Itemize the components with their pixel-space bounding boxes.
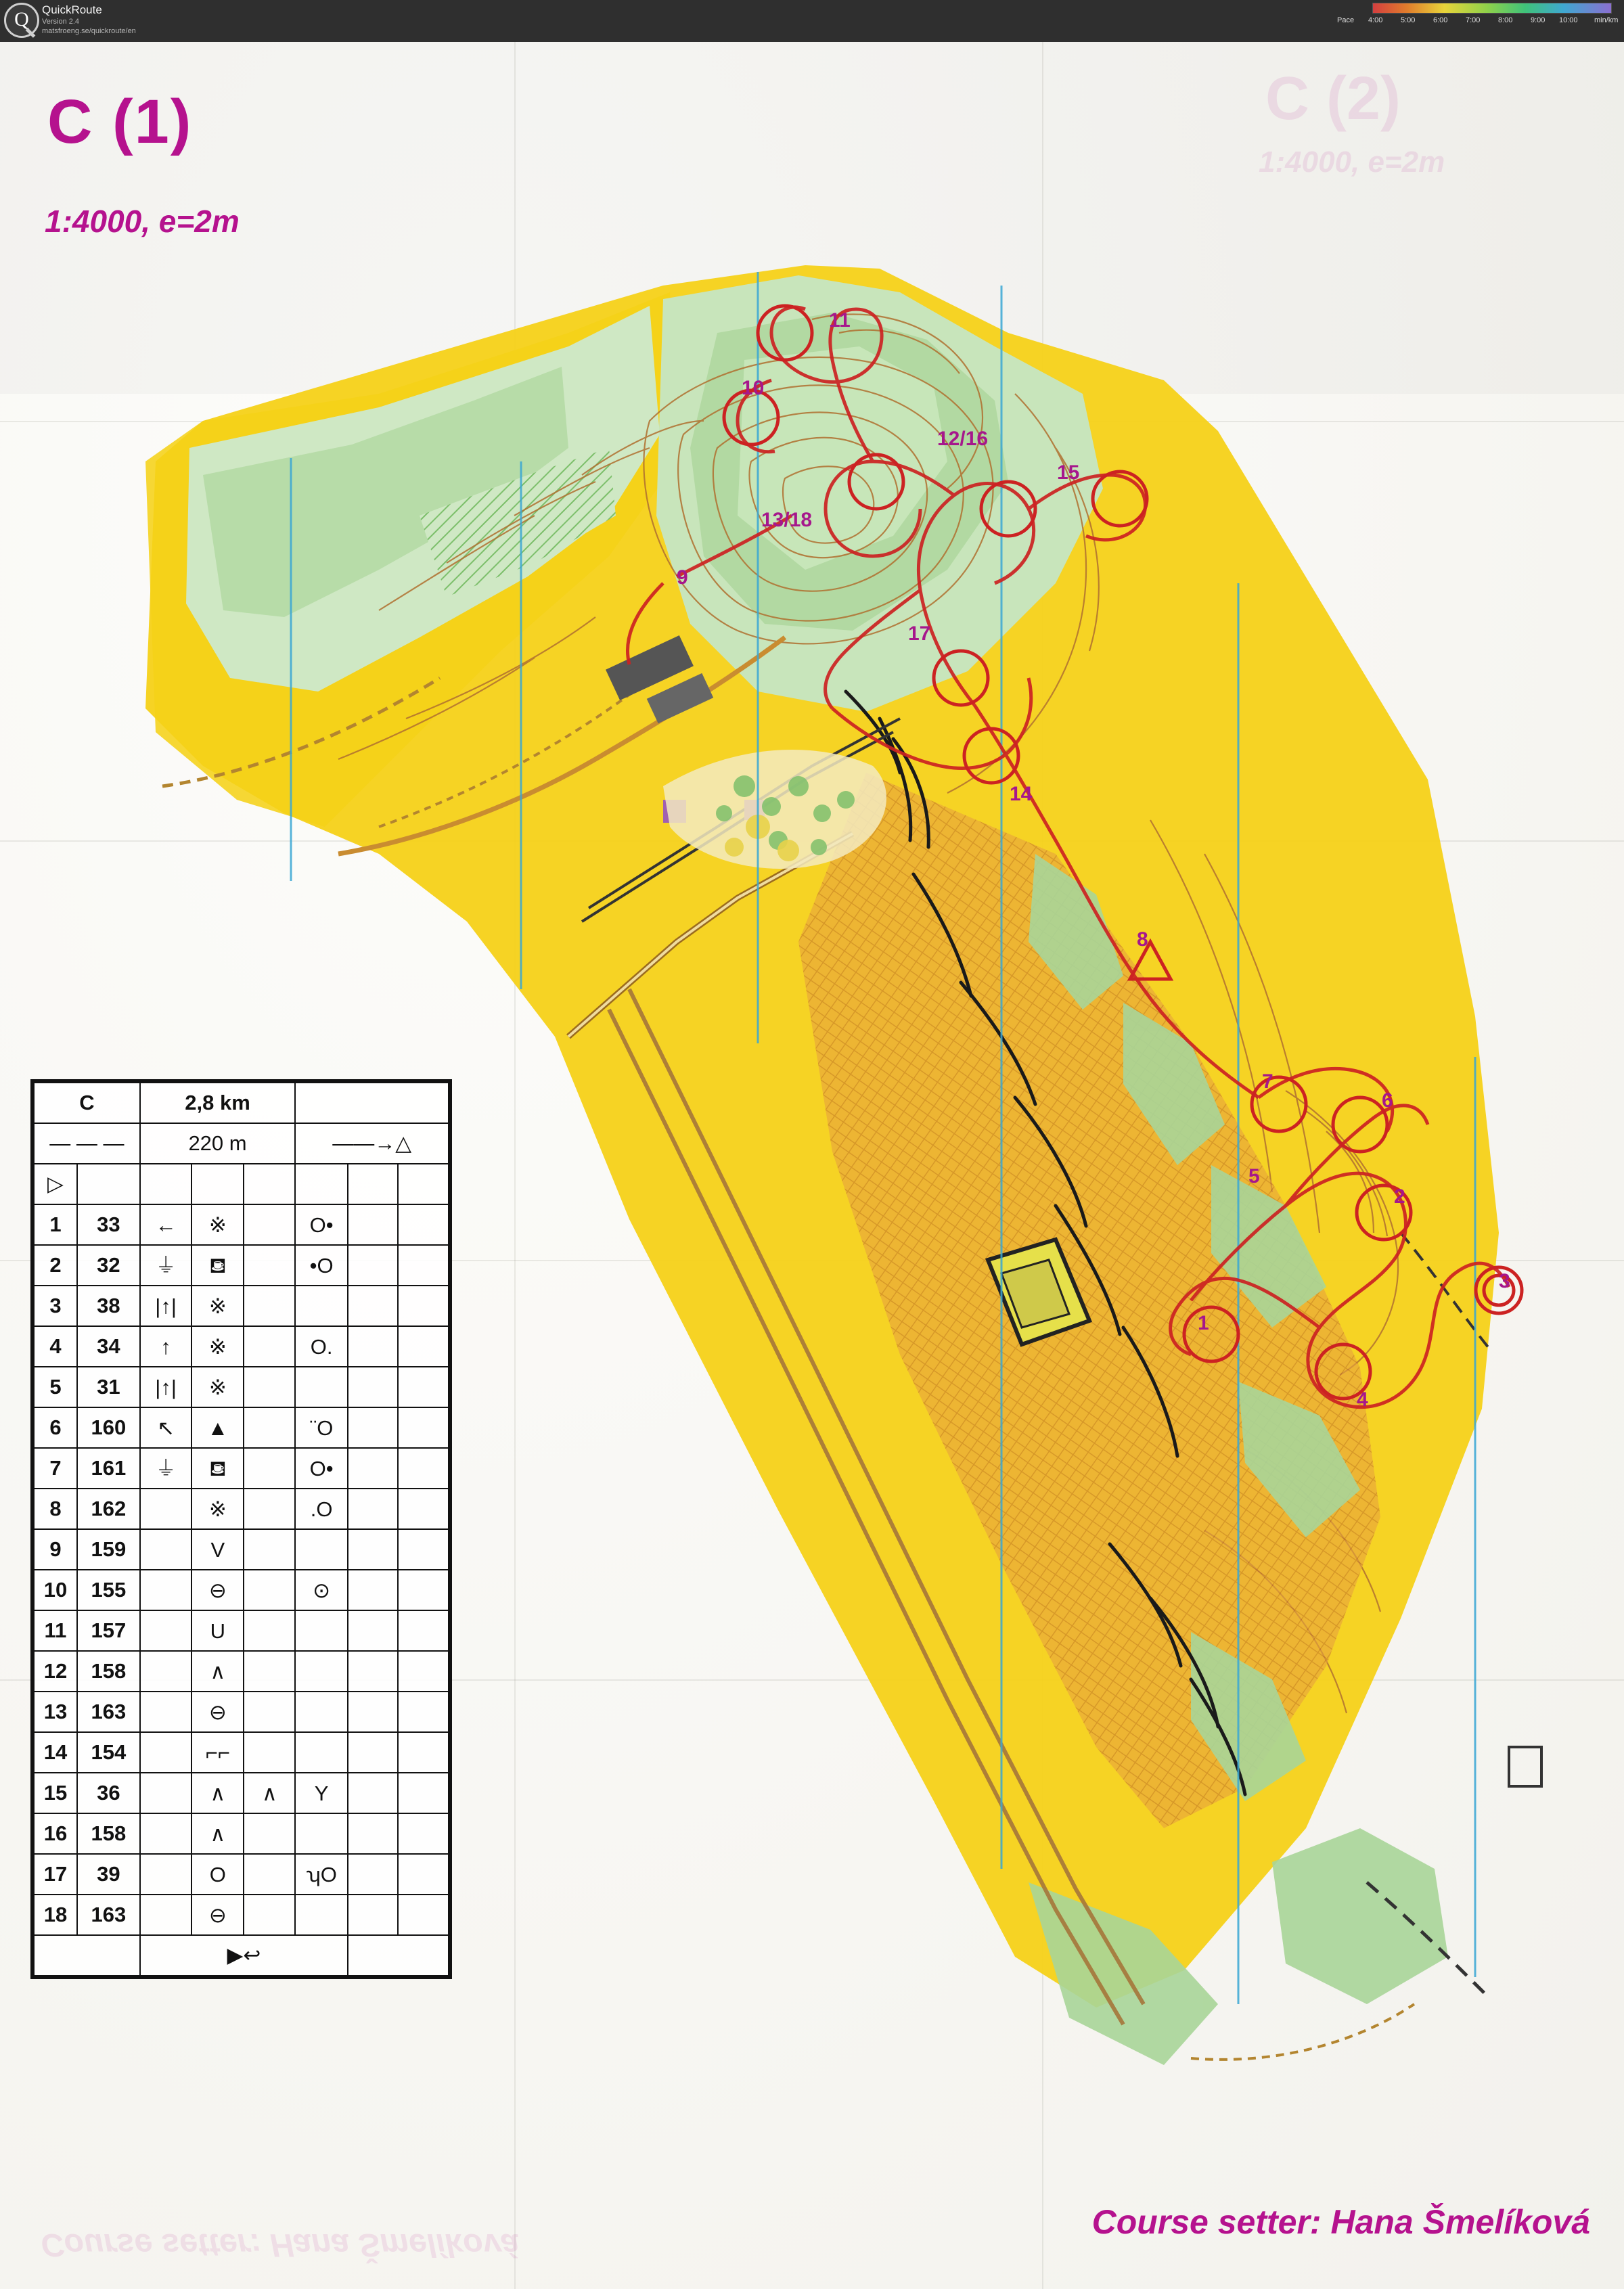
cd-num: 18 — [34, 1895, 77, 1935]
cd-num: 16 — [34, 1813, 77, 1854]
cd-colC — [140, 1773, 192, 1813]
map-control-label-7: 7 — [1262, 1070, 1273, 1093]
cd-colC — [140, 1610, 192, 1651]
table-row — [34, 1773, 449, 1813]
cd-code: 31 — [77, 1367, 140, 1407]
cd-code: 161 — [77, 1448, 140, 1489]
cd-code: 158 — [77, 1651, 140, 1692]
cd-num: 15 — [34, 1773, 77, 1813]
cd-colG — [348, 1651, 398, 1692]
cd-colF — [295, 1367, 348, 1407]
table-row — [34, 1732, 449, 1773]
ghost-subtitle: 1:4000, e=2m — [1259, 145, 1445, 179]
cd-colG — [348, 1895, 398, 1935]
table-row — [34, 1854, 449, 1895]
cd-colG — [348, 1204, 398, 1245]
control-descriptions-table — [30, 1079, 452, 1979]
cd-colC: |↑| — [140, 1286, 192, 1326]
table-row — [34, 1489, 449, 1529]
cd-colC: ⏚ — [140, 1448, 192, 1489]
cd-finish-arrow-icon: ——→△ — [295, 1123, 449, 1164]
table-row — [34, 1610, 449, 1651]
cd-num: 4 — [34, 1326, 77, 1367]
table-row — [34, 1529, 449, 1570]
map-scale-label: 1:4000, e=2m — [45, 204, 240, 239]
cd-colE — [244, 1651, 295, 1692]
map-control-label-15: 15 — [1057, 461, 1080, 484]
cd-colD: ※ — [191, 1204, 244, 1245]
cd-colG — [348, 1529, 398, 1570]
cd-colD: ∧ — [191, 1651, 244, 1692]
cd-colE — [244, 1367, 295, 1407]
table-row — [34, 1570, 449, 1610]
map-control-label-1: 1 — [1198, 1312, 1209, 1334]
cd-colH — [398, 1732, 449, 1773]
cd-colG — [348, 1732, 398, 1773]
cd-colG — [348, 1326, 398, 1367]
map-control-label-6: 6 — [1382, 1089, 1393, 1112]
cd-colE — [244, 1895, 295, 1935]
cd-num: 12 — [34, 1651, 77, 1692]
cd-code: 39 — [77, 1854, 140, 1895]
cd-colF — [295, 1895, 348, 1935]
cd-colC — [140, 1570, 192, 1610]
map-control-label-4: 4 — [1357, 1388, 1368, 1411]
cd-colF: Y — [295, 1773, 348, 1813]
cd-colE — [244, 1610, 295, 1651]
cd-colG — [348, 1813, 398, 1854]
cd-colD: O — [191, 1854, 244, 1895]
cd-colG — [348, 1489, 398, 1529]
cd-colC: ← — [140, 1204, 192, 1245]
cd-num: 2 — [34, 1245, 77, 1286]
cd-colH — [398, 1407, 449, 1448]
quickroute-app-name: QuickRoute — [42, 3, 102, 16]
map-control-label-11: 11 — [829, 309, 851, 332]
cd-colH — [398, 1773, 449, 1813]
cd-code: 160 — [77, 1407, 140, 1448]
cd-colF: ʮO — [295, 1854, 348, 1895]
cd-num: 10 — [34, 1570, 77, 1610]
map-control-label-14: 14 — [1010, 783, 1033, 805]
cd-colE — [244, 1286, 295, 1326]
cd-colH — [398, 1204, 449, 1245]
map-control-label-8: 8 — [1137, 928, 1148, 951]
pace-tick-unit: min/km — [1594, 16, 1619, 24]
cd-colH — [398, 1895, 449, 1935]
ghost-title: C (2) — [1265, 65, 1401, 133]
pace-tick-0: 4:00 — [1368, 16, 1383, 24]
table-row — [34, 1813, 449, 1854]
cd-colE — [244, 1813, 295, 1854]
cd-colF — [295, 1610, 348, 1651]
cd-colG — [348, 1610, 398, 1651]
map-control-label-5: 5 — [1248, 1165, 1260, 1187]
cd-colC: ⏚ — [140, 1245, 192, 1286]
cd-num: 1 — [34, 1204, 77, 1245]
cd-start-triangle-icon: ▷ — [34, 1164, 77, 1204]
pace-tick-4: 8:00 — [1498, 16, 1513, 24]
cd-follow-tape-icon: ▶↩ — [140, 1935, 348, 1976]
map-control-label-13-18: 13/18 — [761, 509, 813, 531]
cd-colE — [244, 1407, 295, 1448]
cd-colH — [398, 1326, 449, 1367]
pace-tick-2: 6:00 — [1433, 16, 1448, 24]
cd-colC — [140, 1489, 192, 1529]
cd-num: 14 — [34, 1732, 77, 1773]
cd-colF: ¨O — [295, 1407, 348, 1448]
cd-header-row — [34, 1083, 449, 1123]
cd-colG — [348, 1407, 398, 1448]
cd-num: 13 — [34, 1692, 77, 1732]
pace-gradient-bar — [1372, 3, 1612, 14]
cd-colD: ⛾ — [191, 1245, 244, 1286]
cd-code: 36 — [77, 1773, 140, 1813]
cd-colF: ⊙ — [295, 1570, 348, 1610]
cd-colF: O• — [295, 1448, 348, 1489]
cd-colH — [398, 1854, 449, 1895]
cd-colF — [295, 1813, 348, 1854]
cd-colG — [348, 1854, 398, 1895]
cd-climb-dashes: — — — — [34, 1123, 140, 1164]
cd-colH — [398, 1651, 449, 1692]
cd-code: 33 — [77, 1204, 140, 1245]
cd-code: 155 — [77, 1570, 140, 1610]
cd-climb-value: 220 m — [140, 1123, 295, 1164]
map-control-label-12-16: 12/16 — [937, 428, 989, 450]
cd-course-name: C — [34, 1083, 140, 1123]
cd-colC: ↑ — [140, 1326, 192, 1367]
table-row — [34, 1407, 449, 1448]
cd-colH — [398, 1448, 449, 1489]
cd-colE — [244, 1245, 295, 1286]
cd-colD: U — [191, 1610, 244, 1651]
cd-start-row — [34, 1164, 449, 1204]
cd-colD: ⛾ — [191, 1448, 244, 1489]
table-row — [34, 1367, 449, 1407]
cd-colG — [348, 1286, 398, 1326]
cd-num: 11 — [34, 1610, 77, 1651]
map-control-label-3: 3 — [1499, 1270, 1510, 1292]
cd-colD: ⊖ — [191, 1570, 244, 1610]
cd-colH — [398, 1610, 449, 1651]
cd-num: 3 — [34, 1286, 77, 1326]
cd-code: 158 — [77, 1813, 140, 1854]
cd-colD: ※ — [191, 1367, 244, 1407]
cd-num: 8 — [34, 1489, 77, 1529]
cd-code: 38 — [77, 1286, 140, 1326]
table-row — [34, 1692, 449, 1732]
table-row — [34, 1245, 449, 1286]
cd-code: 159 — [77, 1529, 140, 1570]
cd-colF — [295, 1732, 348, 1773]
cd-code: 34 — [77, 1326, 140, 1367]
course-setter-label: Course setter: Hana Šmelíková — [1091, 2203, 1590, 2241]
cd-num: 6 — [34, 1407, 77, 1448]
cd-colF — [295, 1651, 348, 1692]
cd-colC — [140, 1813, 192, 1854]
cd-colG — [348, 1773, 398, 1813]
quickroute-logo-icon: Q — [4, 3, 39, 38]
cd-colE — [244, 1489, 295, 1529]
quickroute-titlebar — [0, 0, 1624, 42]
table-row — [34, 1286, 449, 1326]
cd-colH — [398, 1245, 449, 1286]
cd-finish-row — [34, 1935, 449, 1976]
quickroute-version: Version 2.4 — [42, 18, 80, 26]
cd-colG — [348, 1245, 398, 1286]
cd-num: 17 — [34, 1854, 77, 1895]
cd-colC — [140, 1692, 192, 1732]
cd-colD: ∧ — [191, 1813, 244, 1854]
pace-tick-3: 7:00 — [1466, 16, 1481, 24]
cd-colD: ※ — [191, 1286, 244, 1326]
pace-tick-5: 9:00 — [1531, 16, 1546, 24]
cd-code: 163 — [77, 1692, 140, 1732]
cd-num: 5 — [34, 1367, 77, 1407]
cd-colE — [244, 1732, 295, 1773]
cd-colH — [398, 1570, 449, 1610]
cd-colF — [295, 1692, 348, 1732]
cd-colF: .O — [295, 1489, 348, 1529]
cd-course-extra — [295, 1083, 449, 1123]
cd-colF — [295, 1529, 348, 1570]
pace-scale — [1321, 3, 1619, 38]
pace-tick-1: 5:00 — [1401, 16, 1416, 24]
cd-colF: •O — [295, 1245, 348, 1286]
map-control-label-2: 2 — [1394, 1185, 1405, 1208]
cd-colG — [348, 1692, 398, 1732]
cd-colF: O. — [295, 1326, 348, 1367]
cd-code: 154 — [77, 1732, 140, 1773]
cd-colG — [348, 1367, 398, 1407]
cd-colG — [348, 1448, 398, 1489]
cd-colD: ※ — [191, 1489, 244, 1529]
cd-colC: |↑| — [140, 1367, 192, 1407]
cd-colC — [140, 1529, 192, 1570]
cd-colD: ∧ — [191, 1773, 244, 1813]
cd-colD: V — [191, 1529, 244, 1570]
table-row — [34, 1651, 449, 1692]
map-control-label-10: 10 — [742, 377, 765, 399]
cd-colC — [140, 1895, 192, 1935]
cd-course-length: 2,8 km — [140, 1083, 295, 1123]
table-row — [34, 1204, 449, 1245]
cd-colD: ⊖ — [191, 1692, 244, 1732]
cd-colC — [140, 1854, 192, 1895]
cd-colC — [140, 1732, 192, 1773]
cd-colH — [398, 1692, 449, 1732]
cd-colE — [244, 1326, 295, 1367]
cd-colE: ∧ — [244, 1773, 295, 1813]
cd-colD: ⊖ — [191, 1895, 244, 1935]
pace-tick-6: 10:00 — [1559, 16, 1578, 24]
cd-code: 162 — [77, 1489, 140, 1529]
cd-colD: ※ — [191, 1326, 244, 1367]
cd-colE — [244, 1529, 295, 1570]
cd-colG — [348, 1570, 398, 1610]
table-row — [34, 1448, 449, 1489]
cd-colE — [244, 1570, 295, 1610]
cd-colE — [244, 1448, 295, 1489]
cd-colH — [398, 1489, 449, 1529]
cd-colD: ▲ — [191, 1407, 244, 1448]
cd-colE — [244, 1692, 295, 1732]
table-row — [34, 1326, 449, 1367]
cd-colF — [295, 1286, 348, 1326]
page-title: C (1) — [47, 87, 193, 156]
cd-num: 9 — [34, 1529, 77, 1570]
cd-climb-row — [34, 1123, 449, 1164]
map-control-label-17: 17 — [908, 622, 931, 645]
cd-code: 163 — [77, 1895, 140, 1935]
ghost-course-setter: Course setter: Hana Šmelíková — [41, 2227, 519, 2263]
quickroute-url: matsfroeng.se/quickroute/en — [42, 27, 136, 35]
table-row — [34, 1895, 449, 1935]
cd-code: 157 — [77, 1610, 140, 1651]
cd-colH — [398, 1813, 449, 1854]
cd-num: 7 — [34, 1448, 77, 1489]
cd-colF: O• — [295, 1204, 348, 1245]
cd-colE — [244, 1204, 295, 1245]
cd-code: 32 — [77, 1245, 140, 1286]
cd-colH — [398, 1286, 449, 1326]
cd-colH — [398, 1367, 449, 1407]
cd-colH — [398, 1529, 449, 1570]
cd-colE — [244, 1854, 295, 1895]
cd-colC — [140, 1651, 192, 1692]
map-control-label-9: 9 — [677, 566, 688, 589]
pace-label: Pace — [1337, 16, 1355, 24]
cd-colD: ⌐⌐ — [191, 1732, 244, 1773]
cd-colC: ↖ — [140, 1407, 192, 1448]
